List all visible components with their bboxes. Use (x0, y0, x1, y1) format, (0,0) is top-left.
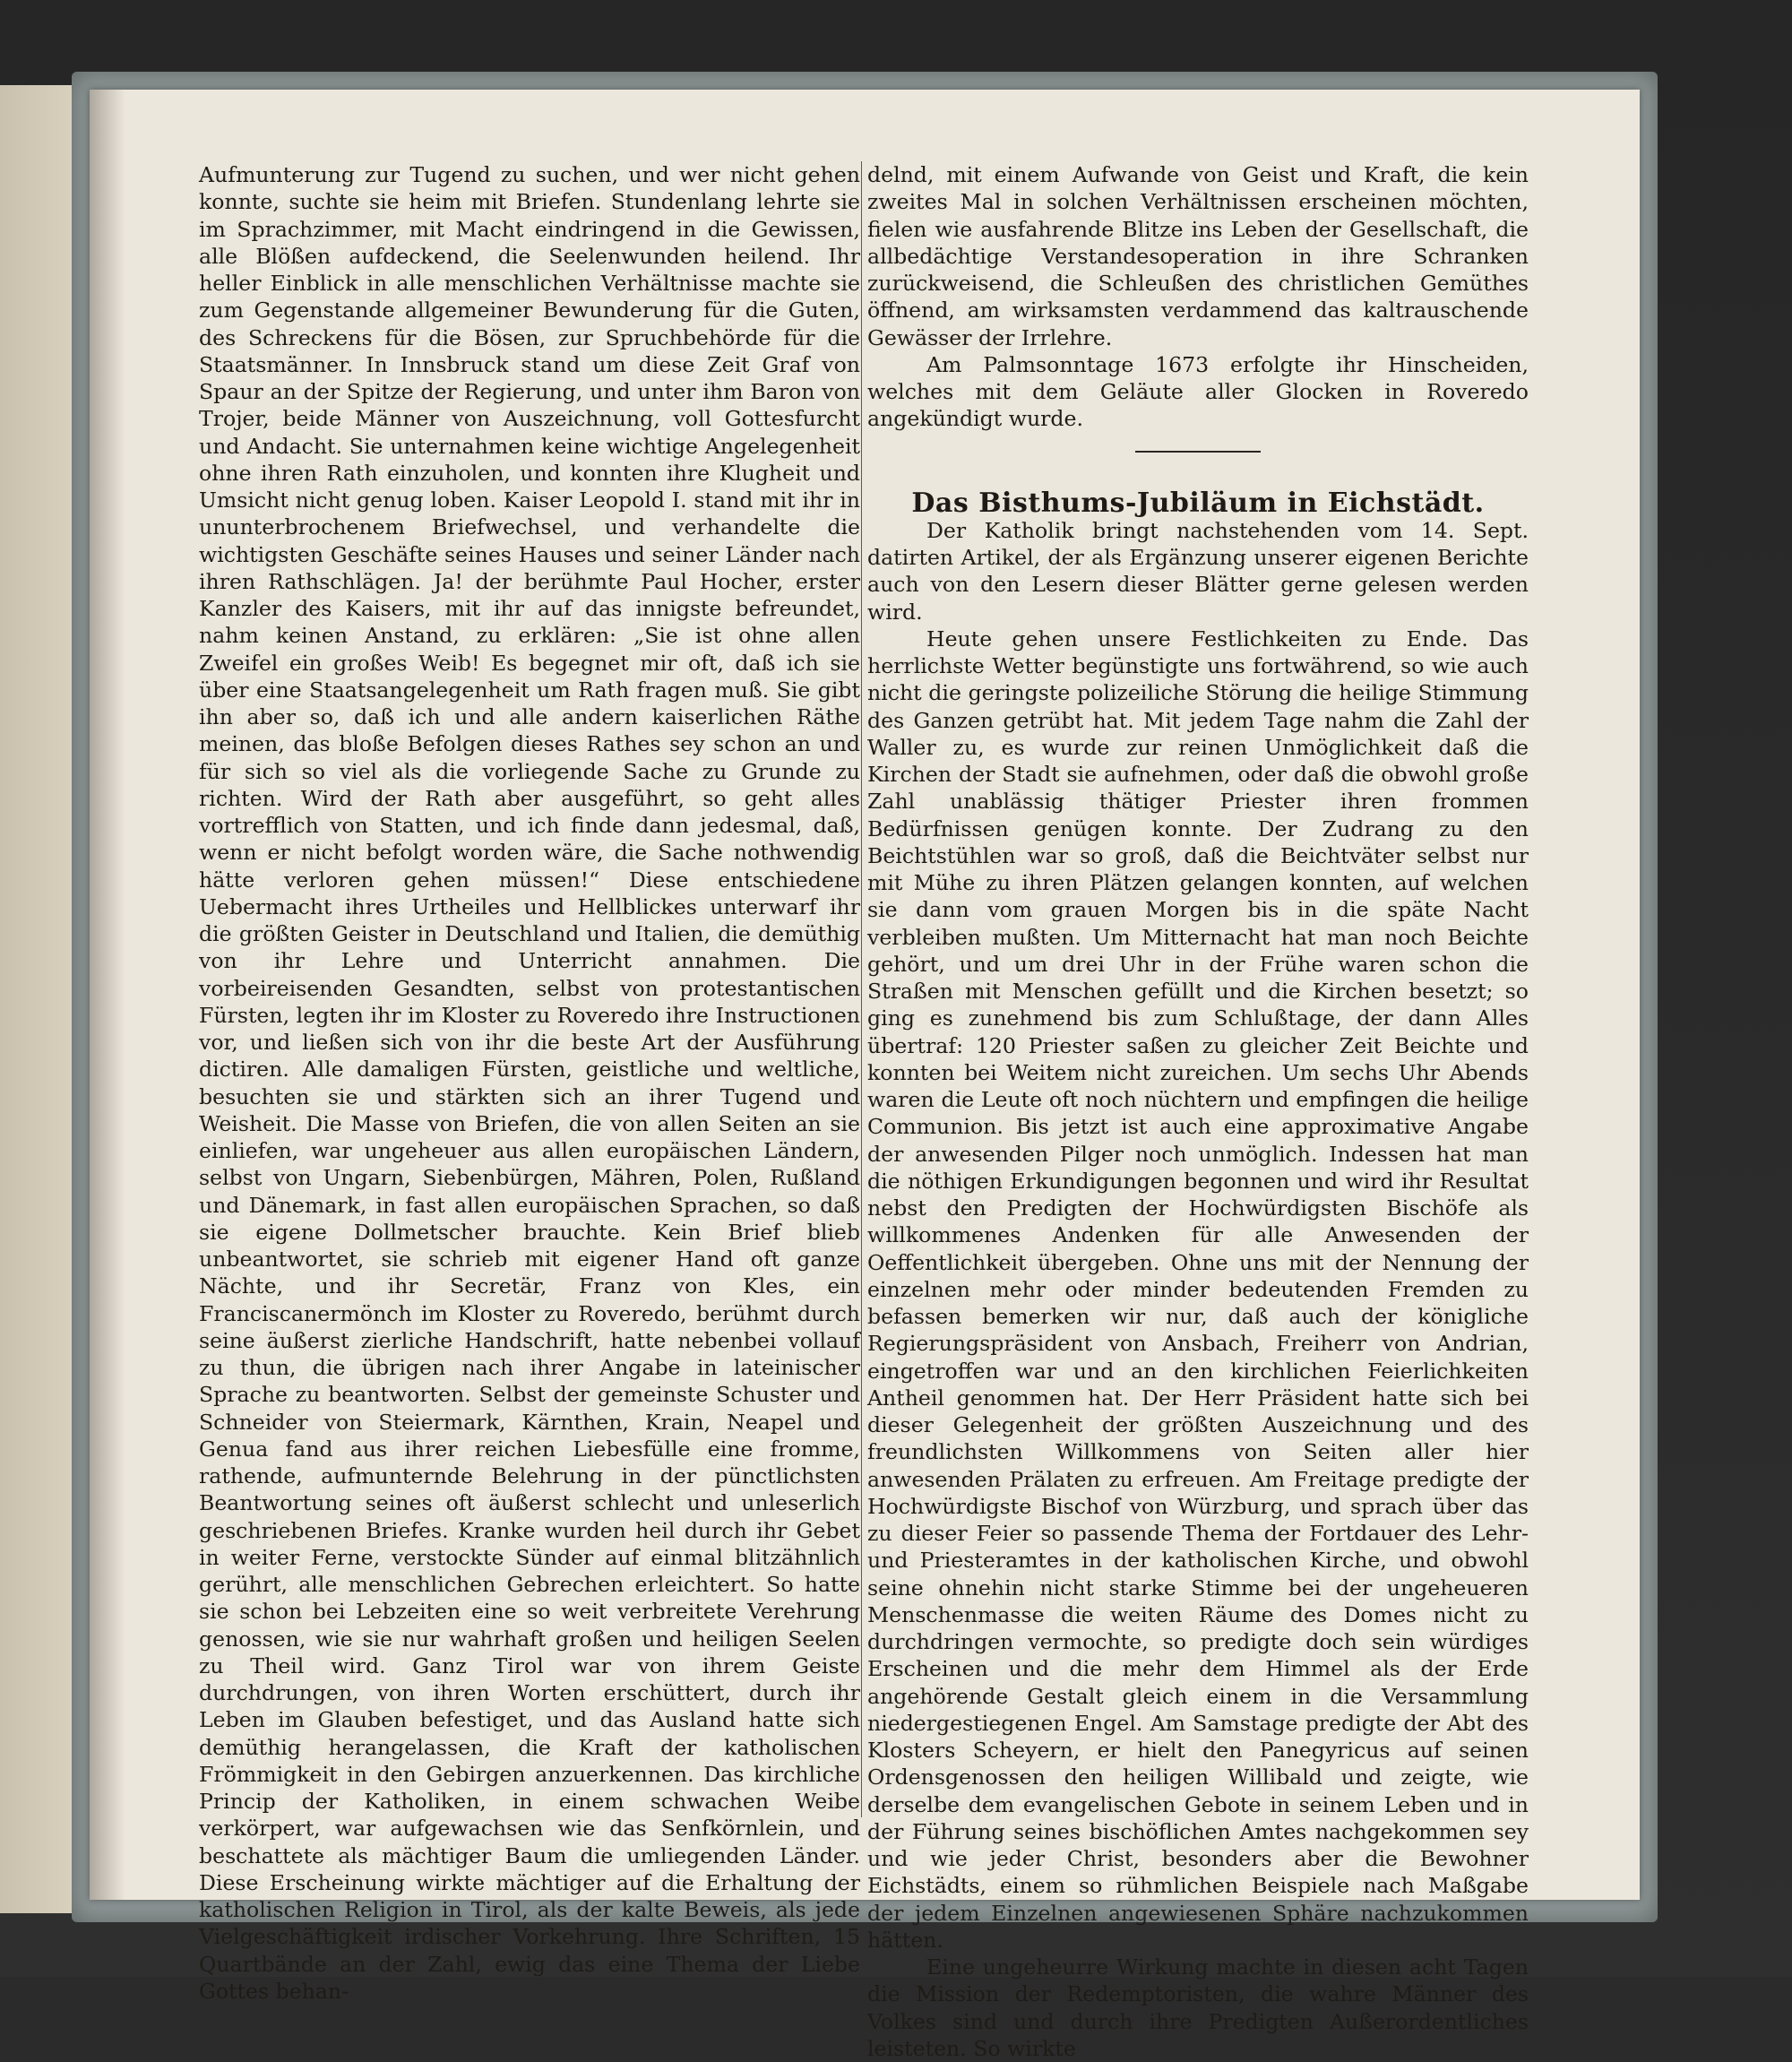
death-paragraph: Am Palmsonntage 1673 erfolgte ihr Hinscheiden, welches mit dem Geläute aller Glocken in Roveredo angekündigt wurde. (867, 351, 1529, 432)
spine-shadow (90, 90, 125, 1900)
article-intro-paragraph: Der Katholik bringt nachstehenden vom 14. Sept. datirten Artikel, der als Ergänzung unserer eigenen Berichte auch von den Lesern dieser Blätter gerne gelesen werden wird. (867, 517, 1529, 625)
column-divider (861, 161, 862, 1817)
left-column-paragraph: Aufmunterung zur Tugend zu suchen, und wer nicht gehen konnte, suchte sie heim mit Briefen. Stundenlang lehrte sie im Sprachzimmer, mit Macht eindringend in die Gewissen, alle Blößen aufdeckend, die Seelenwunden heilend. Ihr heller Einblick in alle menschlichen Verhältnisse machte sie zum Gegenstande allgemeiner Bewunderung für die Guten, des Schreckens für die Bösen, zur Spruchbehörde für die Staatsmänner. In Innsbruck stand um diese Zeit Graf von Spaur an der Spitze der Regierung, und unter ihm Baron von Trojer, beide Männer von Auszeichnung, voll Gottesfurcht und Andacht. Sie unternahmen keine wichtige Angelegenheit ohne ihren Rath einzuholen, und konnten ihre Klugheit und Umsicht nicht genug loben. Kaiser Leopold I. stand mit ihr in ununterbrochenem Briefwechsel, und verhandelte die wichtigsten Geschäfte seines Hauses und seiner Länder nach ihren Rathschlägen. Ja! der berühmte Paul Hocher, erster Kanzler des Kaisers, mit ihr auf das innigste befreundet, nahm keinen Anstand, zu erklären: „Sie ist ohne allen Zweifel ein großes Weib! Es begegnet mir oft, daß ich sie über eine Staatsangelegenheit um Rath fragen muß. Sie gibt ihn aber so, daß ich und alle andern kaiserlichen Räthe meinen, das bloße Befolgen dieses Rathes sey schon an und für sich so viel als die vorliegende Sache zu Grunde zu richten. Wird der Rath aber ausgeführt, so geht alles vortrefflich von Statten, und ich finde dann jedesmal, daß, wenn er nicht befolgt worden wäre, die Sache nothwendig hätte verloren gehen müssen!“ Diese entschiedene Uebermacht ihres Urtheiles und Hellblickes unterwarf ihr die größten Geister in Deutschland und Italien, die demüthig von ihr Lehre und Unterricht annahmen. Die vorbeireisenden Gesandten, selbst von protestantischen Fürsten, legten ihr im Kloster zu Roveredo ihre Instructionen vor, und ließen sich von ihr die beste Art der Ausführung dictiren. Alle damaligen Fürsten, geistliche und weltliche, besuchten sie und stärkten sich an ihrer Tugend und Weisheit. Die Masse von Briefen, die von allen Seiten an sie einliefen, war ungeheuer aus allen europäischen Ländern, selbst von Ungarn, Siebenbürgen, Mähren, Polen, Rußland und Dänemark, in fast allen europäischen Sprachen, so daß sie eigene Dollmetscher brauchte. Kein Brief blieb unbeantwortet, sie schrieb mit eigener Hand oft ganze Nächte, und ihr Secretär, Franz von Kles, ein Franciscanermönch im Kloster zu Roveredo, berühmt durch seine äußerst zierliche Handschrift, hatte nebenbei vollauf zu thun, die übrigen nach ihrer Angabe in lateinischer Sprache zu beantworten. Selbst der gemeinste Schuster und Schneider von Steiermark, Kärnthen, Krain, Neapel und Genua fand aus ihrer reichen Liebesfülle eine fromme, rathende, aufmunternde Belehrung in der pünctlichsten Beantwortung seines oft äußerst schlecht und unleserlich geschriebenen Briefes. Kranke wurden heil durch ihr Gebet in weiter Ferne, verstockte Sünder auf einmal blitzähnlich gerührt, alle menschlichen Gebrechen erleichtert. So hatte sie schon bei Lebzeiten eine so weit verbreitete Verehrung genossen, wie sie nur wahrhaft großen und heiligen Seelen zu Theil wird. Ganz Tirol war von ihrem Geiste durchdrungen, von ihren Worten erschüttert, durch ihr Leben im Glauben befestiget, und das Ausland hatte sich demüthig herangelassen, die Kraft der katholischen Frömmigkeit in den Gebirgen anzuerkennen. Das kirchliche Princip der Katholiken, in einem schwachen Weibe verkörpert, war aufgewachsen wie das Senfkörnlein, und beschattete als mächtiger Baum die umliegenden Länder. Diese Erscheinung wirkte mächtiger auf die Erhaltung der katholischen Religion in Tirol, als der kalte Beweis, als jede Vielgeschäftigkeit irdischer Vorkehrung. Ihre Schriften, 15 Quartbände an der Zahl, ewig das eine Thema der Liebe Gottes behan- (199, 162, 860, 2004)
article-heading: Das Bisthums-Jubiläum in Eichstädt. (911, 487, 1485, 519)
article-closing-paragraph: Eine ungeheurre Wirkung machte in diesen acht Tagen die Mission der Redemptoristen, die wahre Männer des Volkes sind und durch ihre Predigten Außerordentliches leisteten. So wirkte (867, 1954, 1529, 2061)
left-text-column (199, 161, 860, 2005)
continuation-paragraph: delnd, mit einem Aufwande von Geist und Kraft, die kein zweites Mal in solchen Verhältnissen erscheinen möchten, fielen wie ausfahrende Blitze ins Leben der Gesellschaft, die allbedächtige Verstandesoperation in ihre Schranken zurückweisend, die Schleußen des christlichen Gemüthes öffnend, am wirksamsten verdammend das kaltrauschende Gewässer der Irrlehre. (867, 162, 1529, 350)
article-body-paragraph: Heute gehen unsere Festlichkeiten zu Ende. Das herrlichste Wetter begünstigte uns fortwährend, so wie auch nicht die geringste polizeiliche Störung die heilige Stimmung des Ganzen getrübt hat. Mit jedem Tage nahm die Zahl der Waller zu, es wurde zur reinen Unmöglichkeit daß die Kirchen der Stadt sie aufnehmen, oder daß die obwohl große Zahl unablässig thätiger Priester ihren frommen Bedürfnissen genügen konnte. Der Zudrang zu den Beichtstühlen war so groß, daß die Beichtväter selbst nur mit Mühe zu ihren Plätzen gelangen konnten, auf welchen sie dann vom grauen Morgen bis in die späte Nacht verbleiben mußten. Um Mitternacht hat man noch Beichte gehört, und um drei Uhr in der Frühe waren schon die Straßen mit Menschen gefüllt und die Kirchen besetzt; so ging es zunehmend bis zum Schlußtage, der dann Alles übertraf: 120 Priester saßen zu gleicher Zeit Beichte und konnten bei Weitem nicht zureichen. Um sechs Uhr Abends waren die Leute oft noch nüchtern und empfingen die heilige Communion. Bis jetzt ist auch eine approximative Angabe der anwesenden Pilger noch unmöglich. Indessen hat man die nöthigen Erkundigungen begonnen und wird ihr Resultat nebst den Predigten der Hochwürdigsten Bischöfe als willkommenes Andenken für alle Anwesenden der Oeffentlichkeit übergeben. Ohne uns mit der Nennung der einzelnen mehr oder minder bedeutenden Fremden zu befassen bemerken wir nur, daß auch der königliche Regierungspräsident von Ansbach, Freiherr von Andrian, eingetroffen war und an den kirchlichen Feierlichkeiten Antheil genommen hat. Der Herr Präsident hatte sich bei dieser Gelegenheit der größten Auszeichnung und des freundlichsten Willkommens von Seiten aller hier anwesenden Prälaten zu erfreuen. Am Freitage predigte der Hochwürdigste Bischof von Würzburg, und sprach über das zu dieser Feier so passende Thema der Fortdauer des Lehr- und Priesteramtes in der katholischen Kirche, und obwohl seine ohnehin nicht starke Stimme bei der ungeheueren Menschenmasse die weiten Räume des Domes nicht zu durchdringen vermochte, so predigte doch sein würdiges Erscheinen und die mehr dem Himmel als der Erde angehörende Gestalt gleich einem in die Versammlung niedergestiegenen Engel. Am Samstage predigte der Abt des Klosters Scheyern, er hielt den Panegyricus auf seinen Ordensgenossen den heiligen Willibald und zeigte, wie derselbe dem evangelischen Gebote in seinem Leben und in der Führung seines bischöflichen Amtes nachgekommen sey und wie jeder Christ, besonders aber die Bewohner Eichstädts, einem so rühmlichen Beispiele nach Maßgabe der jedem Einzelnen angewiesenen Sphäre nachzukommen hätten. (867, 626, 1529, 1953)
right-text-column (867, 161, 1529, 2062)
section-rule (1135, 451, 1261, 453)
